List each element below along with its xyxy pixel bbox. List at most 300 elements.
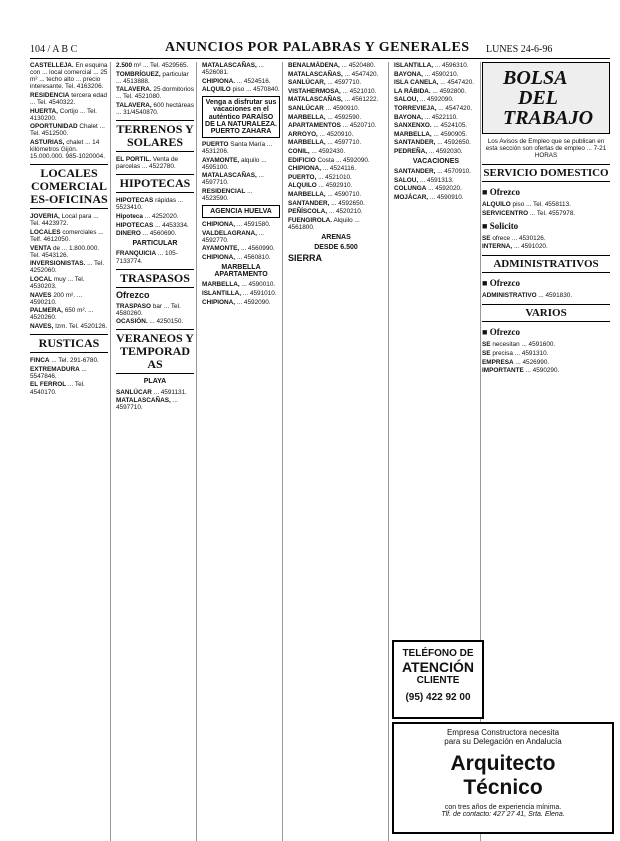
- ad-lead: TRASPASO: [116, 302, 152, 310]
- classified-ad: [116, 86, 194, 100]
- page-header: [0, 0, 620, 60]
- classified-ad: [116, 318, 194, 325]
- ad-text: ... 4590905.: [433, 130, 468, 138]
- ad-lead: Hipoteca: [116, 213, 143, 221]
- ad-text: ... 4561222.: [344, 96, 379, 104]
- ad-text: bar ... Tel. 4580260.: [116, 302, 181, 317]
- classifieds-column-5: [394, 62, 478, 203]
- classified-ad: [288, 174, 384, 181]
- classified-ad: [288, 96, 384, 103]
- ad-line-1: Empresa Constructora necesita: [446, 728, 560, 737]
- classified-ad: [288, 71, 384, 78]
- ad-lead: AYAMONTE,: [202, 245, 240, 253]
- ad-text: ... 4521010.: [318, 173, 352, 181]
- ad-lead: SANXENXO.: [394, 122, 432, 130]
- ad-lead: HIPOTECAS: [116, 221, 154, 229]
- ad-lead: EXTREMADURA: [30, 365, 80, 373]
- ad-text: ... 4592770.: [202, 229, 265, 244]
- tel-line-3: CLIENTE: [416, 675, 460, 686]
- ad-text: ... 4597710.: [327, 139, 362, 147]
- ad-lead: SE: [482, 234, 491, 242]
- ad-lead: MARBELLA,: [202, 281, 240, 289]
- ad-text: muy ... Tel. 4530203.: [30, 275, 85, 291]
- classified-ad: [482, 235, 610, 242]
- classified-ad: [482, 341, 610, 348]
- classified-ad: [394, 96, 478, 103]
- classified-ad: [30, 62, 108, 90]
- classified-ad: [394, 62, 478, 69]
- rail-items-2: [482, 235, 610, 251]
- ad-text: ... 4597710.: [327, 79, 362, 87]
- classified-ad: [30, 245, 108, 259]
- ad-text: Costa ... 4592090.: [317, 156, 370, 164]
- ad-text: ... 4590910.: [325, 104, 360, 112]
- section-hipotecas: HIPOTECAS: [116, 174, 194, 193]
- ad-text: ... 4591020.: [513, 243, 548, 251]
- ad-lead: MATALASCAÑAS,: [288, 70, 343, 78]
- offer-heading: ■ Ofrezco: [482, 278, 521, 289]
- classified-ad: [288, 79, 384, 86]
- ad-lead: MARBELLA,: [288, 139, 326, 147]
- ad-lead: PEÑÍSCOLA,: [288, 208, 328, 216]
- ad-text: ... 4592650.: [331, 199, 365, 207]
- ad-text: ... 4547420.: [440, 79, 475, 87]
- ad-lead: PALMERA,: [30, 307, 63, 315]
- section-marbella: MARBELLA APARTAMENTO: [214, 264, 268, 279]
- ad-text: ... 4592090.: [419, 96, 454, 104]
- classified-ad: [482, 201, 610, 208]
- ad-text: ... 4597710.: [116, 397, 178, 412]
- ad-text: ... 4591830.: [538, 292, 573, 300]
- classified-ad: [202, 221, 280, 228]
- ad-lead: FINCA: [30, 357, 50, 365]
- logo-word-3: TRABAJO: [503, 107, 594, 129]
- classified-ad: [202, 78, 280, 85]
- ad-lead: IMPORTANTE: [482, 367, 524, 375]
- classified-ad: [394, 177, 478, 184]
- ad-text: ... 4592800.: [432, 87, 467, 95]
- classified-ad: [482, 367, 610, 374]
- classified-ad: [394, 139, 478, 146]
- ad-text: ... 4560810.: [236, 254, 271, 262]
- offer-heading: ■ Ofrezco: [482, 327, 521, 338]
- ad-lead: RESIDENCIAL: [202, 187, 246, 195]
- ad-text: ... 4592090.: [236, 298, 271, 306]
- ad-contact: Tlf. de contacto: 427 27 41, Srta. Elena.: [441, 811, 565, 818]
- ad-text: m² ... Tel. 4529565.: [133, 62, 189, 69]
- ad-text: necesitan ... 4591600.: [492, 341, 556, 349]
- ad-text: ... 4590290.: [525, 367, 560, 375]
- tel-line-2: ATENCIÓN: [401, 659, 475, 675]
- ad-lead: ALQUILO: [482, 201, 511, 208]
- classified-ad: [202, 245, 280, 252]
- ad-text: alquilo ... 4595100.: [202, 156, 267, 171]
- ad-lead: LOCAL: [30, 275, 53, 283]
- ad-text: piso ... Tel. 4558113.: [512, 201, 571, 208]
- page-date: LUNES 24-6-96: [486, 44, 553, 55]
- classified-ad: [394, 114, 478, 121]
- classified-ad: [116, 102, 194, 116]
- rail-items-1: [482, 201, 610, 217]
- job-advertisement: [392, 722, 614, 834]
- ad-text: de ... 1.800.000. Tel. 4543126.: [30, 244, 100, 259]
- offer-label: Ofrezco: [489, 278, 521, 289]
- ad-lead: VALDELAGRANA,: [202, 229, 257, 237]
- ad-lead: ALQUILO: [288, 182, 317, 190]
- ad-text: ... 4560690.: [142, 230, 177, 238]
- ad-lead: SANTANDER,: [288, 199, 330, 207]
- ad-lead: NAVES,: [30, 323, 54, 331]
- jobs-rail: [482, 62, 610, 376]
- column-divider: [110, 62, 111, 841]
- ad-lead: PUERTO,: [288, 173, 317, 181]
- ad-text: ... 4523590.: [202, 187, 253, 202]
- ad-text: Santa María ... 4531206.: [202, 140, 273, 155]
- ad-lead: ARROYO,: [288, 130, 318, 138]
- ad-text: rápidas ... 5523410.: [116, 197, 184, 212]
- ad-text: En esquina con ... local comercial ... 25 m² ... techo alto ... precio interesante. Tel. 4163206.: [30, 62, 108, 91]
- classified-ad: [202, 86, 280, 93]
- classified-ad: [202, 230, 280, 244]
- classified-ad: [288, 139, 384, 146]
- ad-lead: SERVICENTRO: [482, 209, 529, 217]
- ad-lead: CHIPIONA.: [202, 77, 236, 85]
- ad-lead: TORREVIEJA,: [394, 104, 437, 112]
- ad-text: ... Tel. 4557978.: [529, 209, 576, 217]
- ad-lead: INTERNA,: [482, 243, 513, 251]
- ad-lead: RESIDENCIA: [30, 91, 70, 99]
- section-varios: VARIOS: [482, 304, 610, 322]
- ad-text: Chalet ... Tel. 4512500.: [30, 123, 105, 138]
- classified-ad: [394, 88, 478, 95]
- ad-lead: FRANQUICIA: [116, 250, 157, 258]
- ad-lead: ISLA CANELA,: [394, 79, 439, 87]
- classified-ad: [30, 381, 108, 395]
- ad-text: ... 4590710.: [327, 190, 362, 198]
- section-veraneos: VERANEOS Y TEMPORADAS: [116, 329, 194, 374]
- section-rusticas: RUSTICAS: [30, 334, 108, 353]
- ad-text: ... 4591313.: [419, 176, 454, 184]
- section-particular: PARTICULAR: [132, 240, 178, 248]
- ad-text: ... 4520710.: [342, 122, 377, 130]
- ad-lead: AYAMONTE,: [202, 156, 240, 164]
- classified-ad: [394, 122, 478, 129]
- ad-lead: SE: [482, 341, 491, 349]
- offer-label: Ofrezco: [116, 289, 150, 300]
- ad-lead: CASTELLEJA.: [30, 62, 74, 69]
- classified-ad: [30, 260, 108, 274]
- ad-text: chalet ... 14 kilómetros Gijón. 15.000.000. 985-1020004.: [30, 138, 105, 161]
- classified-ad: [116, 213, 194, 220]
- ad-text: ... 5547846.: [30, 365, 87, 380]
- section-administrativos: ADMINISTRATIVOS: [482, 255, 610, 273]
- customer-service-box: [392, 640, 484, 719]
- ad-lead: MATALASCAÑAS,: [202, 62, 257, 69]
- classified-ad: [288, 200, 384, 207]
- ad-text: ... 4592590.: [327, 113, 362, 121]
- ad-text: ... 4547420.: [344, 70, 379, 78]
- ad-text: ... 4524516.: [236, 77, 271, 85]
- classified-ad: [288, 148, 384, 155]
- ad-text: ... 4547420.: [438, 104, 473, 112]
- classified-ad: [394, 71, 478, 78]
- ad-text: Alquilo ... 4561800.: [288, 216, 360, 231]
- classified-ad: [202, 254, 280, 261]
- classified-ad: [202, 172, 280, 186]
- ad-lead: EDIFICIO: [288, 156, 316, 164]
- classified-ad: [288, 114, 384, 121]
- section-traspasos: TRASPASOS: [116, 269, 194, 288]
- classified-ad: [30, 213, 108, 227]
- tel-line-1: TELÉFONO DE: [402, 648, 474, 659]
- ad-lead: VENTA: [30, 244, 52, 252]
- ad-lead: CHIPIONA,: [202, 221, 236, 229]
- classified-ad: [116, 389, 194, 396]
- ad-text: ... Tel. 4252060.: [30, 260, 104, 275]
- ad-text: ... 4570910.: [437, 168, 471, 176]
- ad-lead: MARBELLA,: [288, 113, 326, 121]
- classified-ad: [30, 92, 108, 106]
- classified-ad: [202, 141, 280, 155]
- ad-lead: SANLÚCAR: [288, 104, 324, 112]
- ad-lead: MATALASCAÑAS,: [116, 397, 171, 405]
- classified-ad: [394, 79, 478, 86]
- ad-text: ... Tel. 291-6780.: [51, 357, 99, 365]
- ad-lead: JOVERIA,: [30, 213, 60, 221]
- ad-lead: EL PORTIL.: [116, 156, 152, 164]
- ad-lead: APARTAMENTOS: [288, 122, 341, 130]
- ad-lead: SANTANDER,: [394, 139, 436, 147]
- ad-text: ... 4592020.: [428, 185, 462, 193]
- ad-lead: CHIPIONA,: [202, 254, 236, 262]
- logo-word-1: BOLSA: [503, 67, 568, 89]
- ad-lead: EL FERROL: [30, 381, 67, 389]
- solicit-heading: ■ Solicito: [482, 220, 519, 231]
- ad-text: ... 4521010.: [342, 87, 377, 95]
- section-arenas-price: DESDE 6.500: [314, 243, 358, 251]
- ad-lead: ISLANTILLA,: [202, 289, 242, 297]
- ad-text: ... 4592030.: [428, 147, 463, 155]
- classified-ad: [30, 292, 108, 306]
- ad-lead: LOCALES: [30, 228, 61, 236]
- classified-ad: [394, 168, 478, 175]
- classified-ad: [30, 229, 108, 243]
- classified-ad: [116, 250, 194, 264]
- classified-ad: [30, 108, 108, 122]
- column-divider: [388, 62, 389, 841]
- ad-lead: TALAVERA,: [116, 101, 152, 109]
- classified-ad: [202, 290, 280, 297]
- ad-text: ... 4524105.: [433, 122, 468, 130]
- classified-ad: [288, 131, 384, 138]
- ad-lead: LA RÁBIDA.: [394, 87, 431, 95]
- classified-ad: [116, 71, 194, 85]
- ad-lead: PEDREÑA,: [394, 147, 428, 155]
- ad-lead: PUERTO: [202, 140, 229, 148]
- ad-lead: MATALASCAÑAS,: [202, 172, 257, 180]
- section-vacaciones: VACACIONES: [412, 158, 460, 166]
- classified-ad: [116, 303, 194, 317]
- offer-label: Ofrezco: [489, 187, 521, 197]
- classified-ad: [482, 350, 610, 357]
- classified-ad: [202, 157, 280, 171]
- ad-lead: DINERO: [116, 230, 141, 238]
- ad-text: ... 4524116.: [322, 165, 357, 173]
- ad-lead: TOMBRÍGUEZ,: [116, 70, 161, 78]
- ad-line-3: con tres años de experiencia mínima.: [444, 804, 562, 811]
- classified-ad: [30, 357, 108, 364]
- classified-ad: [116, 222, 194, 229]
- ad-text: ... 4592910.: [318, 182, 353, 190]
- ad-lead: SE: [482, 350, 491, 358]
- column-divider: [282, 62, 283, 841]
- classified-ad: [394, 148, 478, 155]
- ad-text: ... 4597710.: [202, 172, 264, 187]
- section-sierra: SIERRA: [288, 253, 323, 264]
- ad-lead: SANTANDER,: [394, 168, 436, 176]
- classified-ad: [288, 157, 384, 164]
- ad-text: precisa ... 4591310.: [492, 350, 549, 358]
- classified-ad: [288, 165, 384, 172]
- classified-ad: [394, 105, 478, 112]
- ad-text: ... 4590910.: [429, 193, 464, 201]
- classified-ad: [30, 366, 108, 380]
- ad-lead: MARBELLA,: [394, 130, 432, 138]
- ad-lead: TALAVERA.: [116, 86, 152, 94]
- ad-lead: BAYONA,: [394, 70, 423, 78]
- ad-lead: SANLÚCAR: [116, 388, 152, 396]
- offer-label: Ofrezco: [489, 327, 521, 338]
- classifieds-column-4: [288, 62, 384, 266]
- section-locales: LOCALES COMERCIALES-OFICINAS: [30, 164, 108, 209]
- logo-word-2: DEL: [518, 87, 558, 109]
- ad-lead: ISLANTILLA,: [394, 62, 434, 69]
- ad-lead: CHIPIONA,: [288, 165, 322, 173]
- ad-text: ... 4592430.: [311, 147, 346, 155]
- ad-lead: OPORTUNIDAD: [30, 123, 78, 131]
- bolsa-del-trabajo-logo: [482, 62, 610, 134]
- classified-ad: [202, 281, 280, 288]
- section-playa: PLAYA: [143, 378, 167, 386]
- ad-text: comerciales ... Telf. 4612050.: [30, 228, 104, 243]
- ad-lead: ASTURIAS,: [30, 138, 65, 146]
- classified-ad: [116, 397, 194, 411]
- ad-text: tercera edad ... Tel. 4540322.: [30, 91, 108, 106]
- ad-text: Venta de parcelas ... 4522780.: [116, 156, 179, 171]
- classified-ad: [202, 62, 280, 76]
- tel-phone: (95) 422 92 00: [405, 692, 471, 703]
- section-terrenos: TERRENOS Y SOLARES: [116, 120, 194, 152]
- classified-ad: [30, 139, 108, 160]
- ad-text: ... 4520480.: [341, 62, 376, 69]
- ad-lead: 2.500: [116, 62, 132, 69]
- classifieds-column-1: [30, 62, 108, 397]
- ad-lead: FUENGIROLA.: [288, 216, 333, 224]
- page-title: ANUNCIOS POR PALABRAS Y GENERALES: [165, 40, 470, 55]
- ad-lead: INVERSIONISTAS.: [30, 260, 86, 268]
- ad-text: ... 4560990.: [240, 245, 275, 253]
- ad-lead: SALOU,: [394, 176, 419, 184]
- classified-ad: [394, 185, 478, 192]
- ad-text: 200 m². ... 4590210.: [30, 291, 83, 306]
- ad-headline-2: Técnico: [463, 776, 543, 799]
- classified-ad: [202, 188, 280, 202]
- column-divider: [196, 62, 197, 841]
- ad-lead: HUERTA,: [30, 107, 58, 115]
- classified-ad: [30, 276, 108, 290]
- ad-lead: MATALASCAÑAS,: [288, 96, 343, 104]
- ad-text: ... 4526081.: [202, 62, 264, 77]
- ad-text: ofrece ... 4530126.: [492, 234, 546, 242]
- classified-ad: [394, 194, 478, 201]
- classified-ad: [116, 62, 194, 69]
- classifieds-column-2: [116, 62, 194, 413]
- header-rule: [30, 58, 610, 59]
- ad-text: 25 dormitorios ... Tel. 4521080.: [116, 86, 194, 101]
- page-number: 104 / A B C: [30, 44, 78, 55]
- ad-text: ... 4453334.: [155, 221, 189, 229]
- classified-ad: [288, 182, 384, 189]
- classified-ad: [116, 230, 194, 237]
- classified-ad: [288, 105, 384, 112]
- classified-ad: [482, 243, 610, 250]
- ad-text: ... Tel. 4540170.: [30, 381, 85, 396]
- classified-ad: [288, 88, 384, 95]
- ad-text: ... 4591010.: [242, 289, 277, 297]
- ad-lead: OCASIÓN.: [116, 318, 148, 326]
- ad-text: ... 4250150.: [149, 318, 184, 326]
- solicit-label: Solicito: [489, 220, 519, 231]
- rail-items-3: [482, 292, 610, 299]
- ad-line-2: para su Delegación en Andalucía: [444, 737, 562, 746]
- puerto-zahara-box: Venga a disfrutar sus vacaciones en el auténtico PARAÍSO DE LA NATURALEZA. PUERTO ZAHARA: [202, 96, 280, 137]
- classified-ad: [202, 299, 280, 306]
- classified-ad: [482, 359, 610, 366]
- agency-label: AGENCIA HUELVA: [202, 205, 280, 218]
- ad-text: ... 4590010.: [241, 281, 276, 289]
- ad-text: ... 4592650.: [437, 139, 471, 147]
- classified-ad: [30, 123, 108, 137]
- ad-headline-1: Arquitecto: [450, 752, 556, 775]
- ad-lead: VISTAHERMOSA,: [288, 87, 341, 95]
- rail-items-4: [482, 341, 610, 374]
- ad-text: particular ... 4513888.: [116, 70, 189, 85]
- ad-lead: ADMINISTRATIVO: [482, 292, 537, 300]
- ad-text: ... 4591131.: [153, 388, 187, 396]
- ad-text: Local para ... Tel. 4423972.: [30, 213, 99, 228]
- section-arenas: ARENAS: [321, 233, 351, 241]
- ad-lead: CHIPIONA,: [202, 298, 236, 306]
- ad-lead: MARBELLA,: [288, 190, 326, 198]
- ad-text: Cortijo ... Tel. 4130200.: [30, 107, 97, 122]
- classified-ad: [116, 197, 194, 211]
- ad-text: ... 4526990.: [515, 358, 550, 366]
- ad-lead: HIPOTECAS: [116, 197, 154, 205]
- ad-lead: EMPRESA: [482, 358, 514, 366]
- classified-ad: [30, 323, 108, 330]
- classified-ad: [394, 131, 478, 138]
- section-servicio-domestico: SERVICIO DOMESTICO: [482, 164, 610, 182]
- classified-ad: [116, 156, 194, 170]
- classified-ad: [30, 307, 108, 321]
- ad-lead: CONIL,: [288, 147, 310, 155]
- ad-text: piso ... 4570840.: [232, 86, 280, 94]
- ad-text: 650 m². ... 4520260.: [30, 307, 94, 322]
- ad-text: ... 105-7133774.: [116, 250, 178, 265]
- classified-ad: [288, 122, 384, 129]
- ad-text: ... 4522110.: [424, 113, 458, 121]
- ad-lead: SALOU,: [394, 96, 419, 104]
